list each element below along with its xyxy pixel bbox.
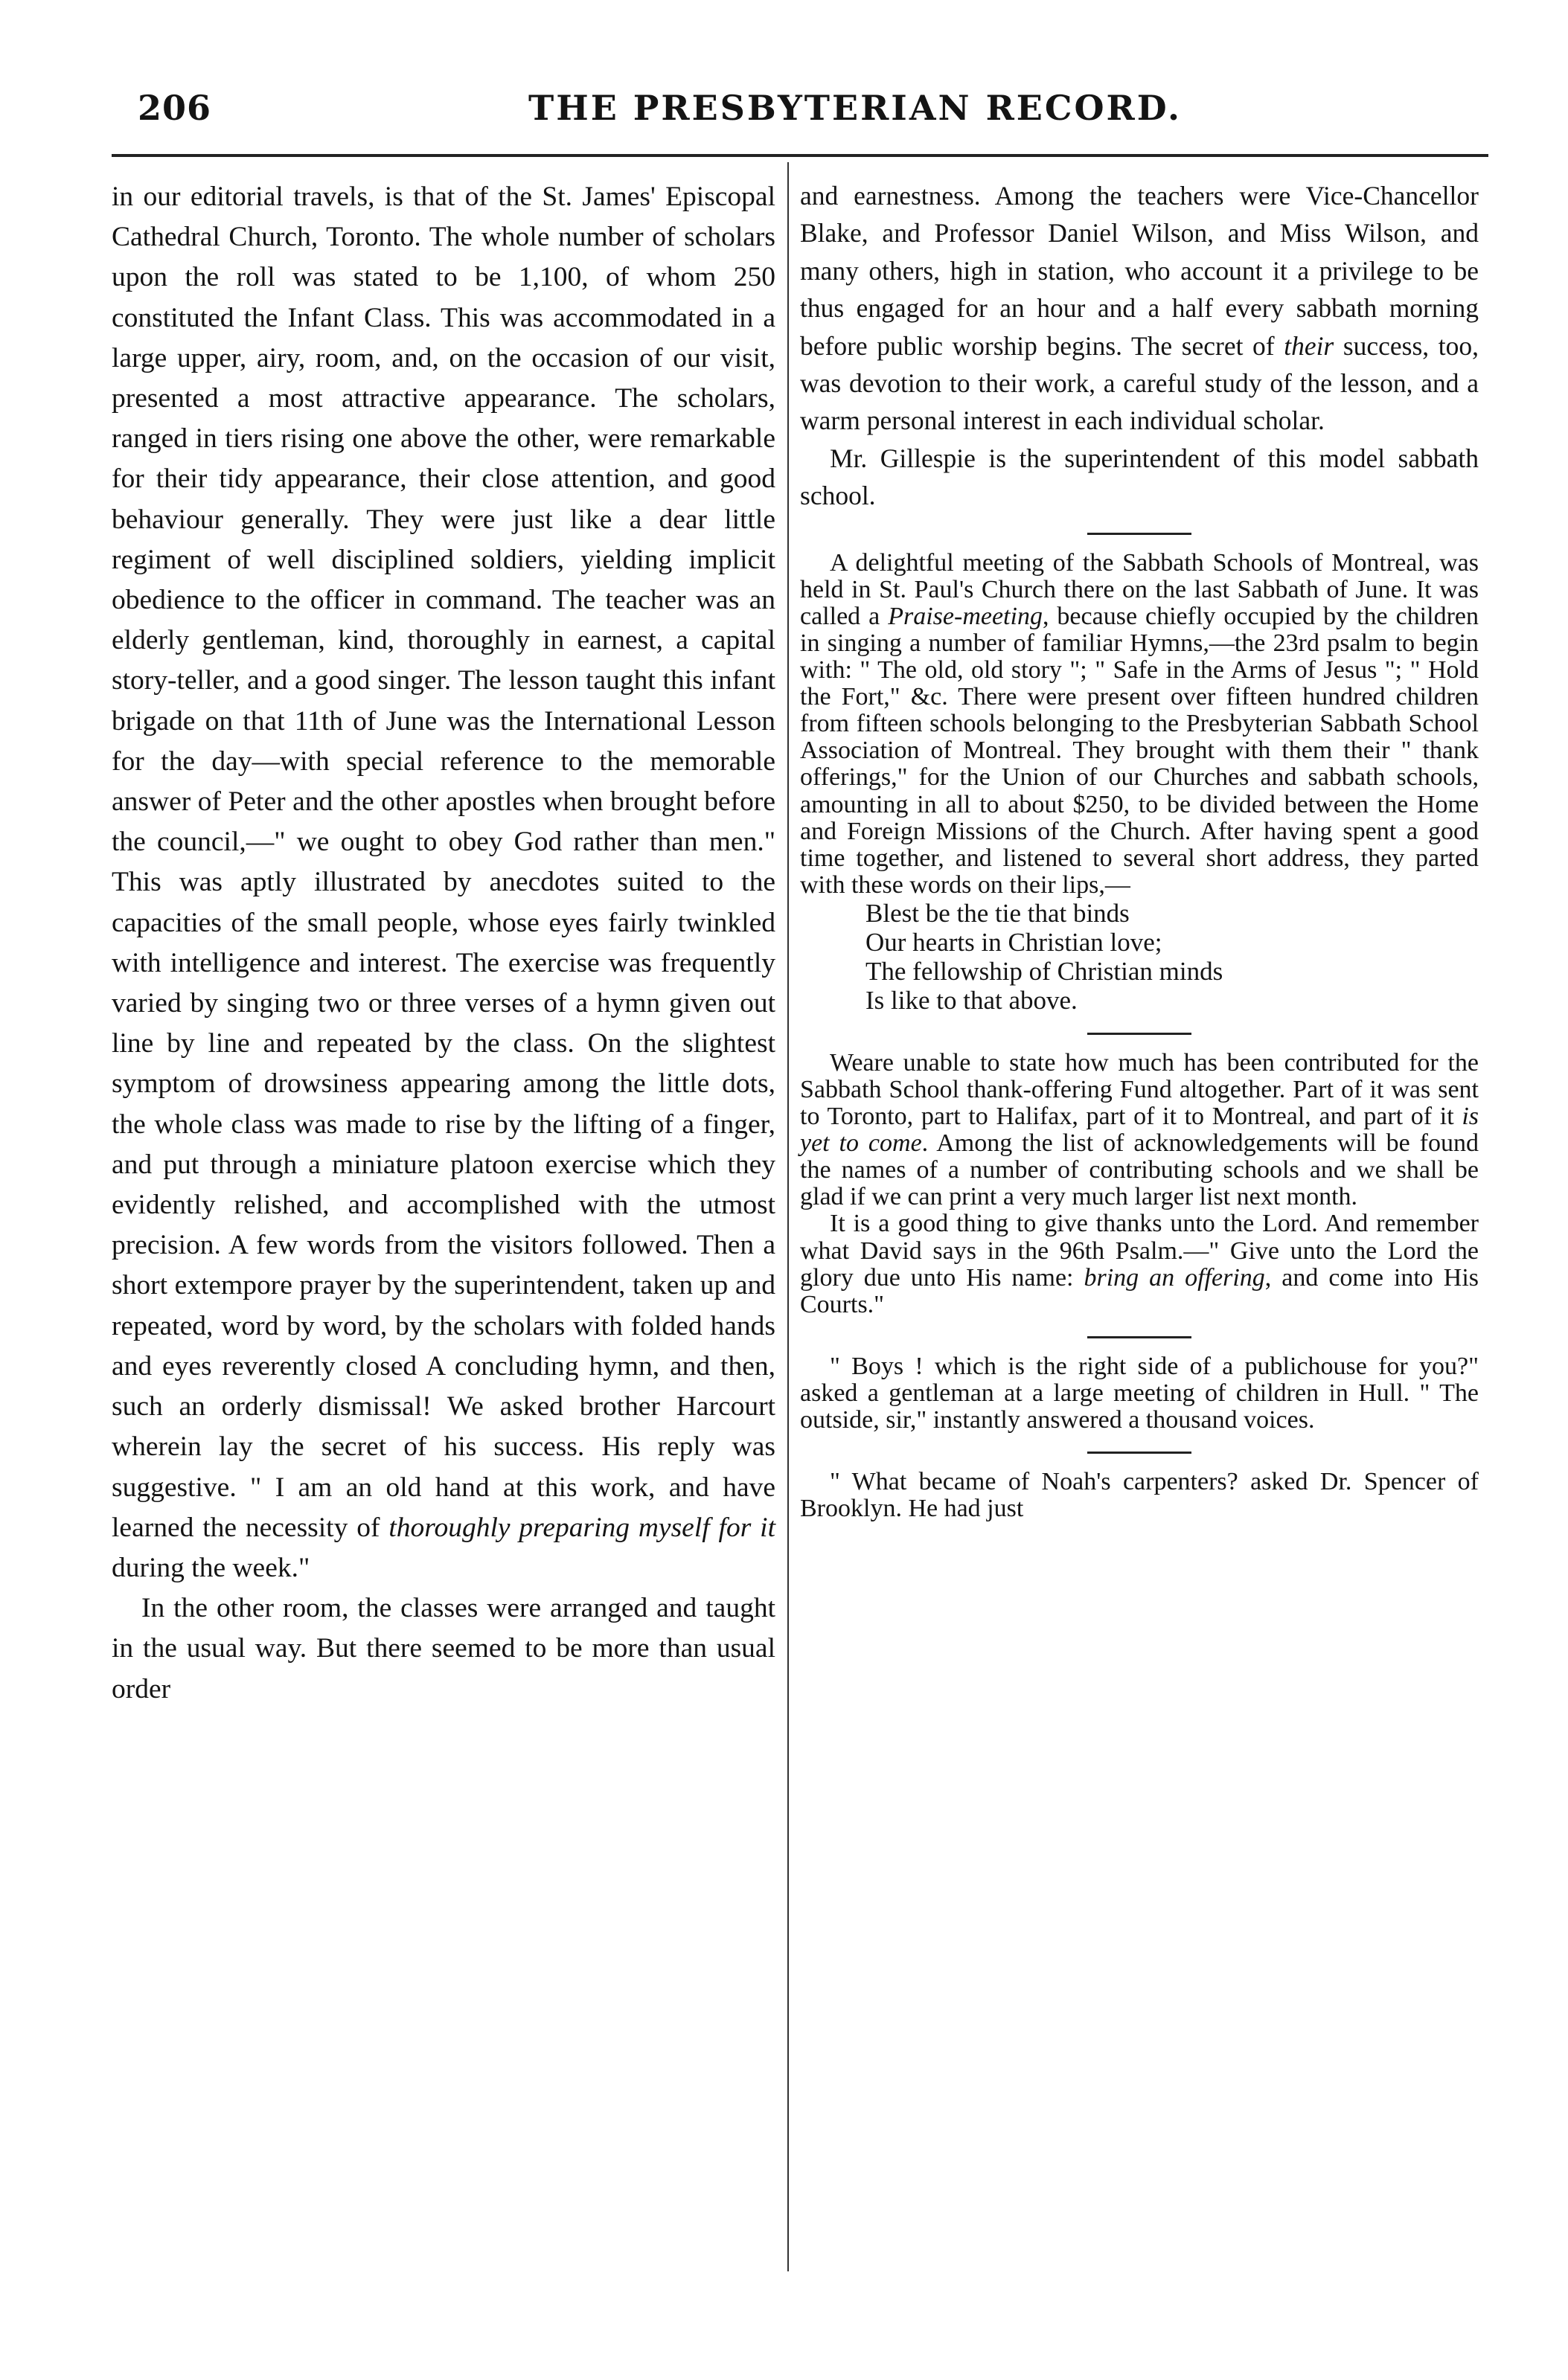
verse-line: The fellowship of Christian minds <box>865 956 1223 986</box>
page-number: 206 <box>138 88 212 128</box>
article-paragraph: and earnestness. Among the teachers were Vice-Chancellor Blake, and Professor Daniel Wilson, and Miss Wilson, and many others, high in station, who account it a privilege to be thus engaged for an hour and a half every sabbath morning before public worship begins. The secret of their success, too, was devotion to their work, a careful study of the lesson, and a warm personal interest in each individual scholar. <box>800 181 1479 436</box>
article-paragraph: It is a good thing to give thanks unto the Lord. And remember what David says in the 96th Psalm.—" Give unto the Lord the glory due unto His name: bring an offering, and come into His Courts." <box>800 1210 1479 1318</box>
article-paragraph <box>112 177 775 1588</box>
italic-phrase: thoroughly preparing myself for it <box>388 1512 775 1543</box>
paragraph-text-tail: during the week." <box>112 1552 310 1583</box>
section-separator <box>1087 1033 1191 1035</box>
article-paragraph: In the other room, the classes were arranged and taught in the usual way. But there seemed to be more than usual order <box>112 1593 775 1704</box>
offering-section <box>800 1050 1479 1318</box>
article-paragraph: A delightful meeting of the Sabbath Schools of Montreal, was held in St. Paul's Church there on the last Sabbath of June. It was called a Praise-meeting, because chiefly occupied by the children in singing a number of familiar Hymns,—the 23rd psalm to begin with: " The old, old story "; " Safe in the Arms of Jesus "; " Hold the Fort," &c. There were present over fifteen hundred children from fifteen schools belonging to the Presbyterian Sabbath School Association of Montreal. They brought with them their " thank offerings," for the Union of our Churches and sabbath schools, amounting in all to about $250, to be divided between the Home and Foreign Missions of the Church. After having spent a good time together, and listened to several short address, they parted with these words on their lips,— <box>800 548 1479 899</box>
right-column <box>800 177 1479 1522</box>
article-paragraph: Weare unable to state how much has been contributed for the Sabbath School thank-offering Fund altogether. Part of it was sent to Toronto, part to Halifax, part of it to Montreal, and part of it is yet to come. Among the list of acknowledgements will be found the names of a number of contributing schools and we shall be glad if we can print a very much larger list next month. <box>800 1048 1479 1211</box>
noah-section <box>800 1469 1479 1522</box>
article-paragraph: " Boys ! which is the right side of a publichouse for you?" asked a gentleman at a large meeting of children in Hull. " The outside, sir," instantly answered a thousand voices. <box>800 1352 1479 1434</box>
running-title: THE PRESBYTERIAN RECORD. <box>528 88 1183 128</box>
publichouse-section <box>800 1353 1479 1434</box>
header-rule <box>112 154 1488 157</box>
page-header <box>112 88 1488 155</box>
montreal-section <box>800 550 1479 1015</box>
paragraph-text: in our editorial travels, is that of the St. James' Episcopal Cathedral Church, Toronto. The whole number of scholars upon the roll was stated to be 1,100, of whom 250 constituted the Infant Class. This was accommodated in a large upper, airy, room, and, on the occasion of our visit, presented a most attractive appearance. The scholars, ranged in tiers rising one above the other, were remarkable for their tidy appearance, their close attention, and good behaviour generally. They were just like a dear little regiment of well disciplined soldiers, yielding implicit obedience to the officer in command. The teacher was an elderly gentleman, kind, thoroughly in earnest, a capital story-teller, and a good singer. The lesson taught this infant brigade on that 11th of June was the International Lesson for the day—with special reference to the memorable answer of Peter and the other apostles when brought before the council,—" we ought to obey God rather than men." This was aptly illustrated by anecdotes suited to the capacities of the small people, whose eyes fairly twinkled with intelligence and interest. The exercise was frequently varied by singing two or three verses of a hymn given out line by line and repeated by the class. On the slightest symptom of drowsiness appearing among the little dots, the whole class was made to rise by the lifting of a finger, and put through a miniature platoon exercise which they evidently relished, and accomplished with the utmost precision. A few words from the visitors followed. Then a short extempore prayer by the superintendent, taken up and repeated, word by word, by the scholars with folded hands and eyes reverently closed A concluding hymn, and then, such an orderly dismissal! We asked brother Harcourt wherein lay the secret of his success. His reply was suggestive. " I am an old hand at this work, and have learned the necessity of <box>112 182 775 1543</box>
verse-line: Our hearts in Christian love; <box>865 927 1162 957</box>
article-paragraph: Mr. Gillespie is the superintendent of this model sabbath school. <box>800 443 1479 511</box>
section-separator <box>1087 1336 1191 1338</box>
section-separator <box>1087 1452 1191 1454</box>
section-separator <box>1087 533 1191 535</box>
column-divider <box>787 162 789 2271</box>
article-paragraph: " What became of Noah's carpenters? asked Dr. Spencer of Brooklyn. He had just <box>800 1468 1479 1523</box>
verse-line: Blest be the tie that binds <box>865 898 1130 928</box>
verse-line: Is like to that above. <box>865 985 1078 1015</box>
hymn-verse <box>800 899 1479 1015</box>
left-column <box>112 177 775 1710</box>
